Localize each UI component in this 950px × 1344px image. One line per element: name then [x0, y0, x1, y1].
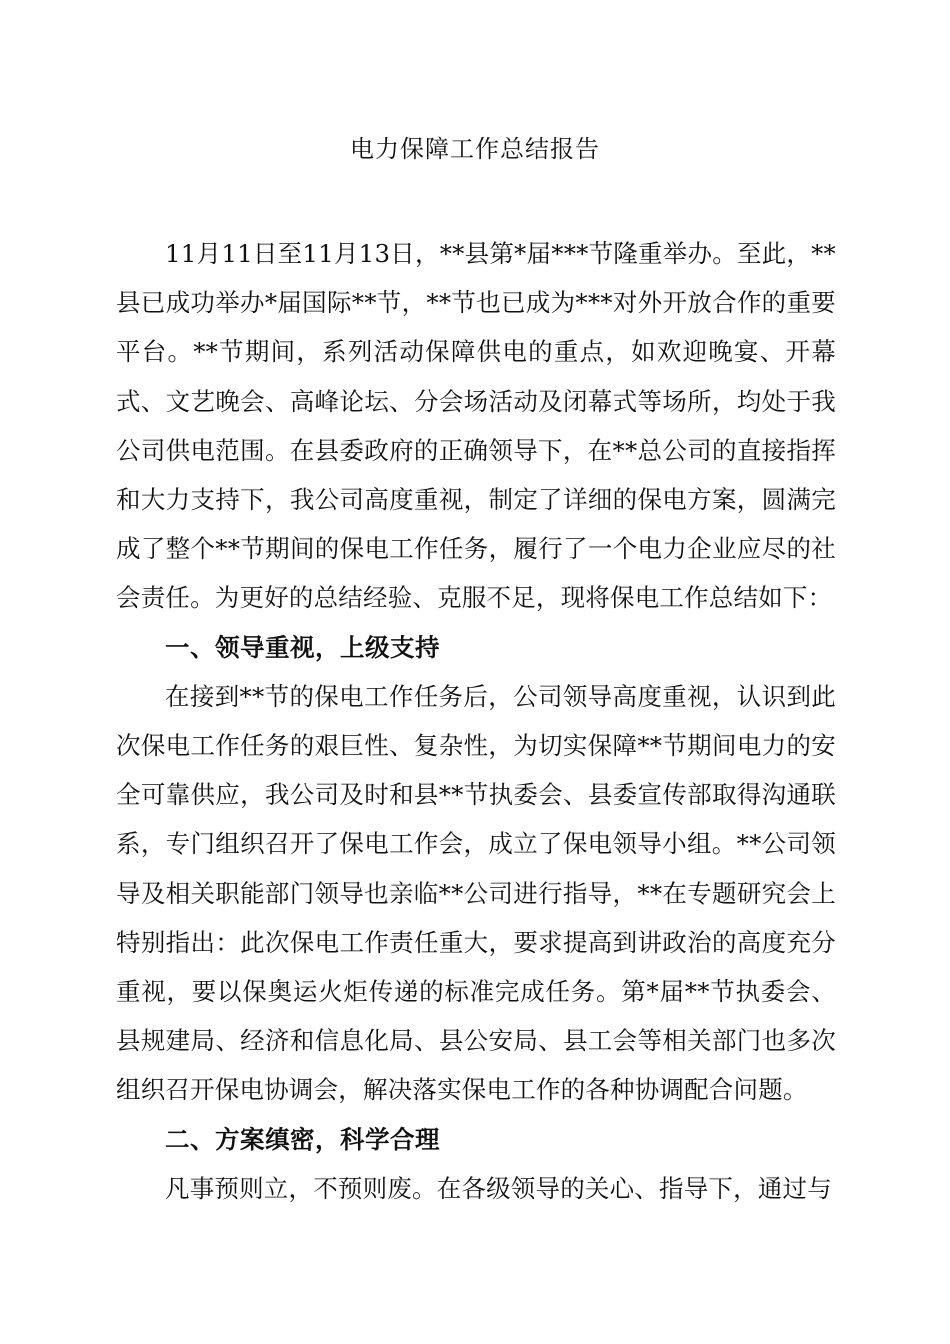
paragraph-section-2: 凡事预则立，不预则废。在各级领导的关心、指导下，通过与 [165, 1173, 832, 1203]
paragraph-section-1: 在接到**节的保电工作任务后，公司领导高度重视，认识到此次保电工作任务的艰巨性、复杂性，为切实保障**节期间电力的安全可靠供应，我公司及时和县**节执委会、县委宣传部取得沟通联系，专门组织召开了保电工作会，成立了保电领导小组。**公司领导及相关职能部门领导也亲临**公司进行指导，**在专题研究会上特别指出：此次保电工作责任重大，要求提高到讲政治的高度充分重视，要以保奥运火炬传递的标准完成任务。第*届**节执委会、县规建局、经济和信息化局、县公安局、县工会等相关部门也多次组织召开保电协调会，解决落实保电工作的各种协调配合问题。 [116, 681, 836, 1105]
document-body [116, 229, 836, 1213]
section-heading-1: 一、领导重视，上级支持 [165, 632, 440, 662]
paragraph-intro: 11月11日至11月13日，**县第*届***节隆重举办。至此，**县已成功举办*届国际**节，**节也已成为***对外开放合作的重要平台。**节期间，系列活动保障供电的重点，如欢迎晚宴、开幕式、文艺晚会、高峰论坛、分会场活动及闭幕式等场所，均处于我公司供电范围。在县委政府的正确领导下，在**总公司的直接指挥和大力支持下，我公司高度重视，制定了详细的保电方案，圆满完成了整个**节期间的保电工作任务，履行了一个电力企业应尽的社会责任。为更好的总结经验、克服不足，现将保电工作总结如下： [116, 239, 836, 613]
section-heading-2: 二、方案缜密，科学合理 [165, 1124, 440, 1154]
document-title: 电力保障工作总结报告 [350, 135, 600, 163]
